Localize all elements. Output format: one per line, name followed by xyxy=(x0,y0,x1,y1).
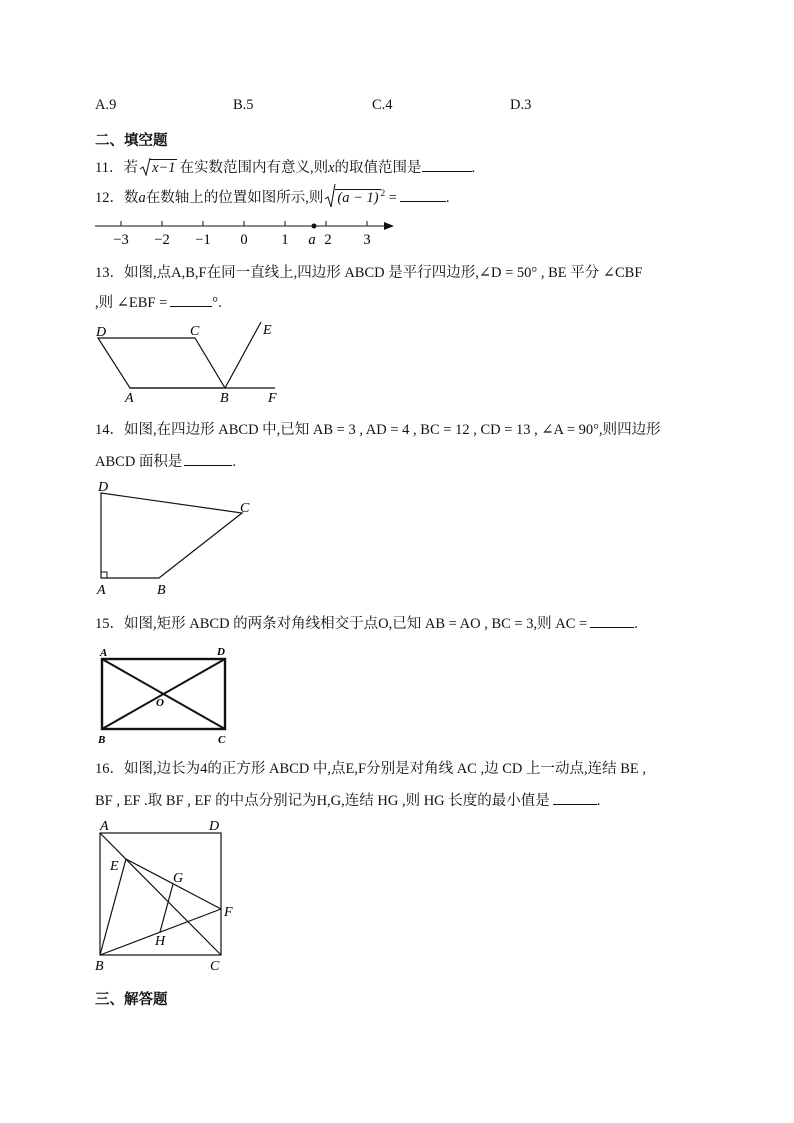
label-a: A xyxy=(125,391,134,404)
q11-post2: 的取值范围是 xyxy=(334,160,422,176)
label-c: C xyxy=(240,501,250,516)
q16-line2-text: BF , EF .取 BF , EF 的中点分别记为H,G,连结 HG ,则 HG 长度的最小值是 xyxy=(95,793,550,809)
tick-label: −3 xyxy=(113,232,129,248)
q16-answer-blank[interactable] xyxy=(553,790,597,805)
tick-label: 3 xyxy=(363,232,371,248)
tick-label: −1 xyxy=(195,232,211,248)
label-d: D xyxy=(217,646,225,658)
label-h: H xyxy=(155,934,166,949)
square-figure xyxy=(90,816,250,974)
question-15 xyxy=(95,612,638,633)
q12-answer-blank[interactable] xyxy=(400,187,446,202)
right-angle-icon xyxy=(101,572,107,578)
q11-var: x xyxy=(328,160,335,176)
tick-label: 0 xyxy=(240,232,248,248)
question-14-line-2 xyxy=(95,450,236,471)
q11-radical xyxy=(140,160,177,177)
quadrilateral-abcd xyxy=(101,493,242,578)
question-16-line-1: 16．如图,边长为4的正方形 ABCD 中,点E,F分别是对角线 AC ,边 CD 上一动点,连结 BE , xyxy=(95,761,647,777)
q13-line2-text: ,则 ∠EBF = xyxy=(95,295,168,311)
q14-end: . xyxy=(232,454,237,470)
q11-number: 11． xyxy=(95,160,124,176)
number-line-ticks xyxy=(121,221,367,226)
q12-post: 在数轴上的位置如图所示,则 xyxy=(145,190,324,206)
q15-end: . xyxy=(634,616,638,632)
label-a: A xyxy=(100,647,108,659)
label-b: B xyxy=(95,959,104,974)
choice-a: A.9 xyxy=(95,97,117,113)
parallelogram-figure xyxy=(90,318,290,404)
arrow-right-icon xyxy=(384,222,394,230)
label-d: D xyxy=(96,325,107,340)
q11-pre: 若 xyxy=(123,160,138,176)
tick-label: 1 xyxy=(281,232,289,248)
q12-number: 12． xyxy=(95,190,124,206)
point-a-label: a xyxy=(308,232,316,248)
label-c: C xyxy=(218,734,226,746)
q16-end: . xyxy=(596,793,601,809)
question-11 xyxy=(95,156,475,177)
label-e: E xyxy=(110,859,119,874)
tick-label: 2 xyxy=(324,232,332,248)
label-c: C xyxy=(210,959,220,974)
label-b: B xyxy=(98,734,106,746)
q14-line2-text: ABCD 面积是 xyxy=(95,454,183,470)
q11-answer-blank[interactable] xyxy=(422,157,472,172)
question-13-line-2 xyxy=(95,291,222,312)
q15-text: 15．如图,矩形 ABCD 的两条对角线相交于点O,已知 AB = AO , BC = 3,则 AC = xyxy=(95,616,588,632)
question-14-line-1: 14．如图,在四边形 ABCD 中,已知 AB = 3 , AD = 4 , BC = 12 , CD = 13 , ∠A = 90°,则四边形 xyxy=(95,422,661,438)
q11-post: 在实数范围内有意义,则 xyxy=(179,160,329,176)
q13-end: °. xyxy=(212,295,222,311)
segment-be xyxy=(225,322,261,388)
label-e: E xyxy=(263,323,272,338)
label-d: D xyxy=(98,480,109,495)
q12-var: a xyxy=(138,190,146,206)
radical-sign-icon xyxy=(324,183,336,209)
label-b: B xyxy=(157,583,166,598)
section-heading-answers: 三、解答题 xyxy=(95,992,168,1008)
question-16-line-2 xyxy=(95,789,600,810)
q11-end: . xyxy=(471,160,476,176)
q12-equals: = xyxy=(385,190,397,206)
quadrilateral-figure xyxy=(90,476,265,598)
label-f: F xyxy=(224,905,233,920)
label-o: O xyxy=(156,697,164,709)
number-line-figure xyxy=(90,215,410,249)
question-13-line-1: 13．如图,点A,B,F在同一直线上,四边形 ABCD 是平行四边形,∠D = 50° , BE 平分 ∠CBF xyxy=(95,265,643,281)
q12-end: . xyxy=(445,190,450,206)
label-a: A xyxy=(97,583,106,598)
label-b: B xyxy=(220,391,229,404)
choice-c: C.4 xyxy=(372,97,393,113)
segment-hg xyxy=(160,884,173,932)
label-a: A xyxy=(100,819,109,834)
q15-answer-blank[interactable] xyxy=(590,613,634,628)
label-f: F xyxy=(268,391,277,404)
q12-expression: (a − 1) xyxy=(337,190,379,206)
label-d: D xyxy=(209,819,220,834)
q13-answer-blank[interactable] xyxy=(170,292,212,307)
rectangle-figure xyxy=(92,642,242,746)
tick-label: −2 xyxy=(154,232,170,248)
radical-sign-icon xyxy=(139,157,151,177)
q12-exponent: 2 xyxy=(380,188,386,199)
q12-radical xyxy=(325,190,380,207)
label-g: G xyxy=(173,871,184,886)
q11-radicand: x−1 xyxy=(151,160,176,176)
q14-answer-blank[interactable] xyxy=(184,451,232,466)
q12-pre: 数 xyxy=(124,190,139,206)
section-heading-fill-in: 二、填空题 xyxy=(95,133,168,149)
parallelogram-abcd xyxy=(98,338,225,388)
point-a-marker xyxy=(312,224,317,229)
question-12 xyxy=(95,186,450,207)
label-c: C xyxy=(190,324,200,339)
choice-d: D.3 xyxy=(510,97,532,113)
choice-b: B.5 xyxy=(233,97,254,113)
